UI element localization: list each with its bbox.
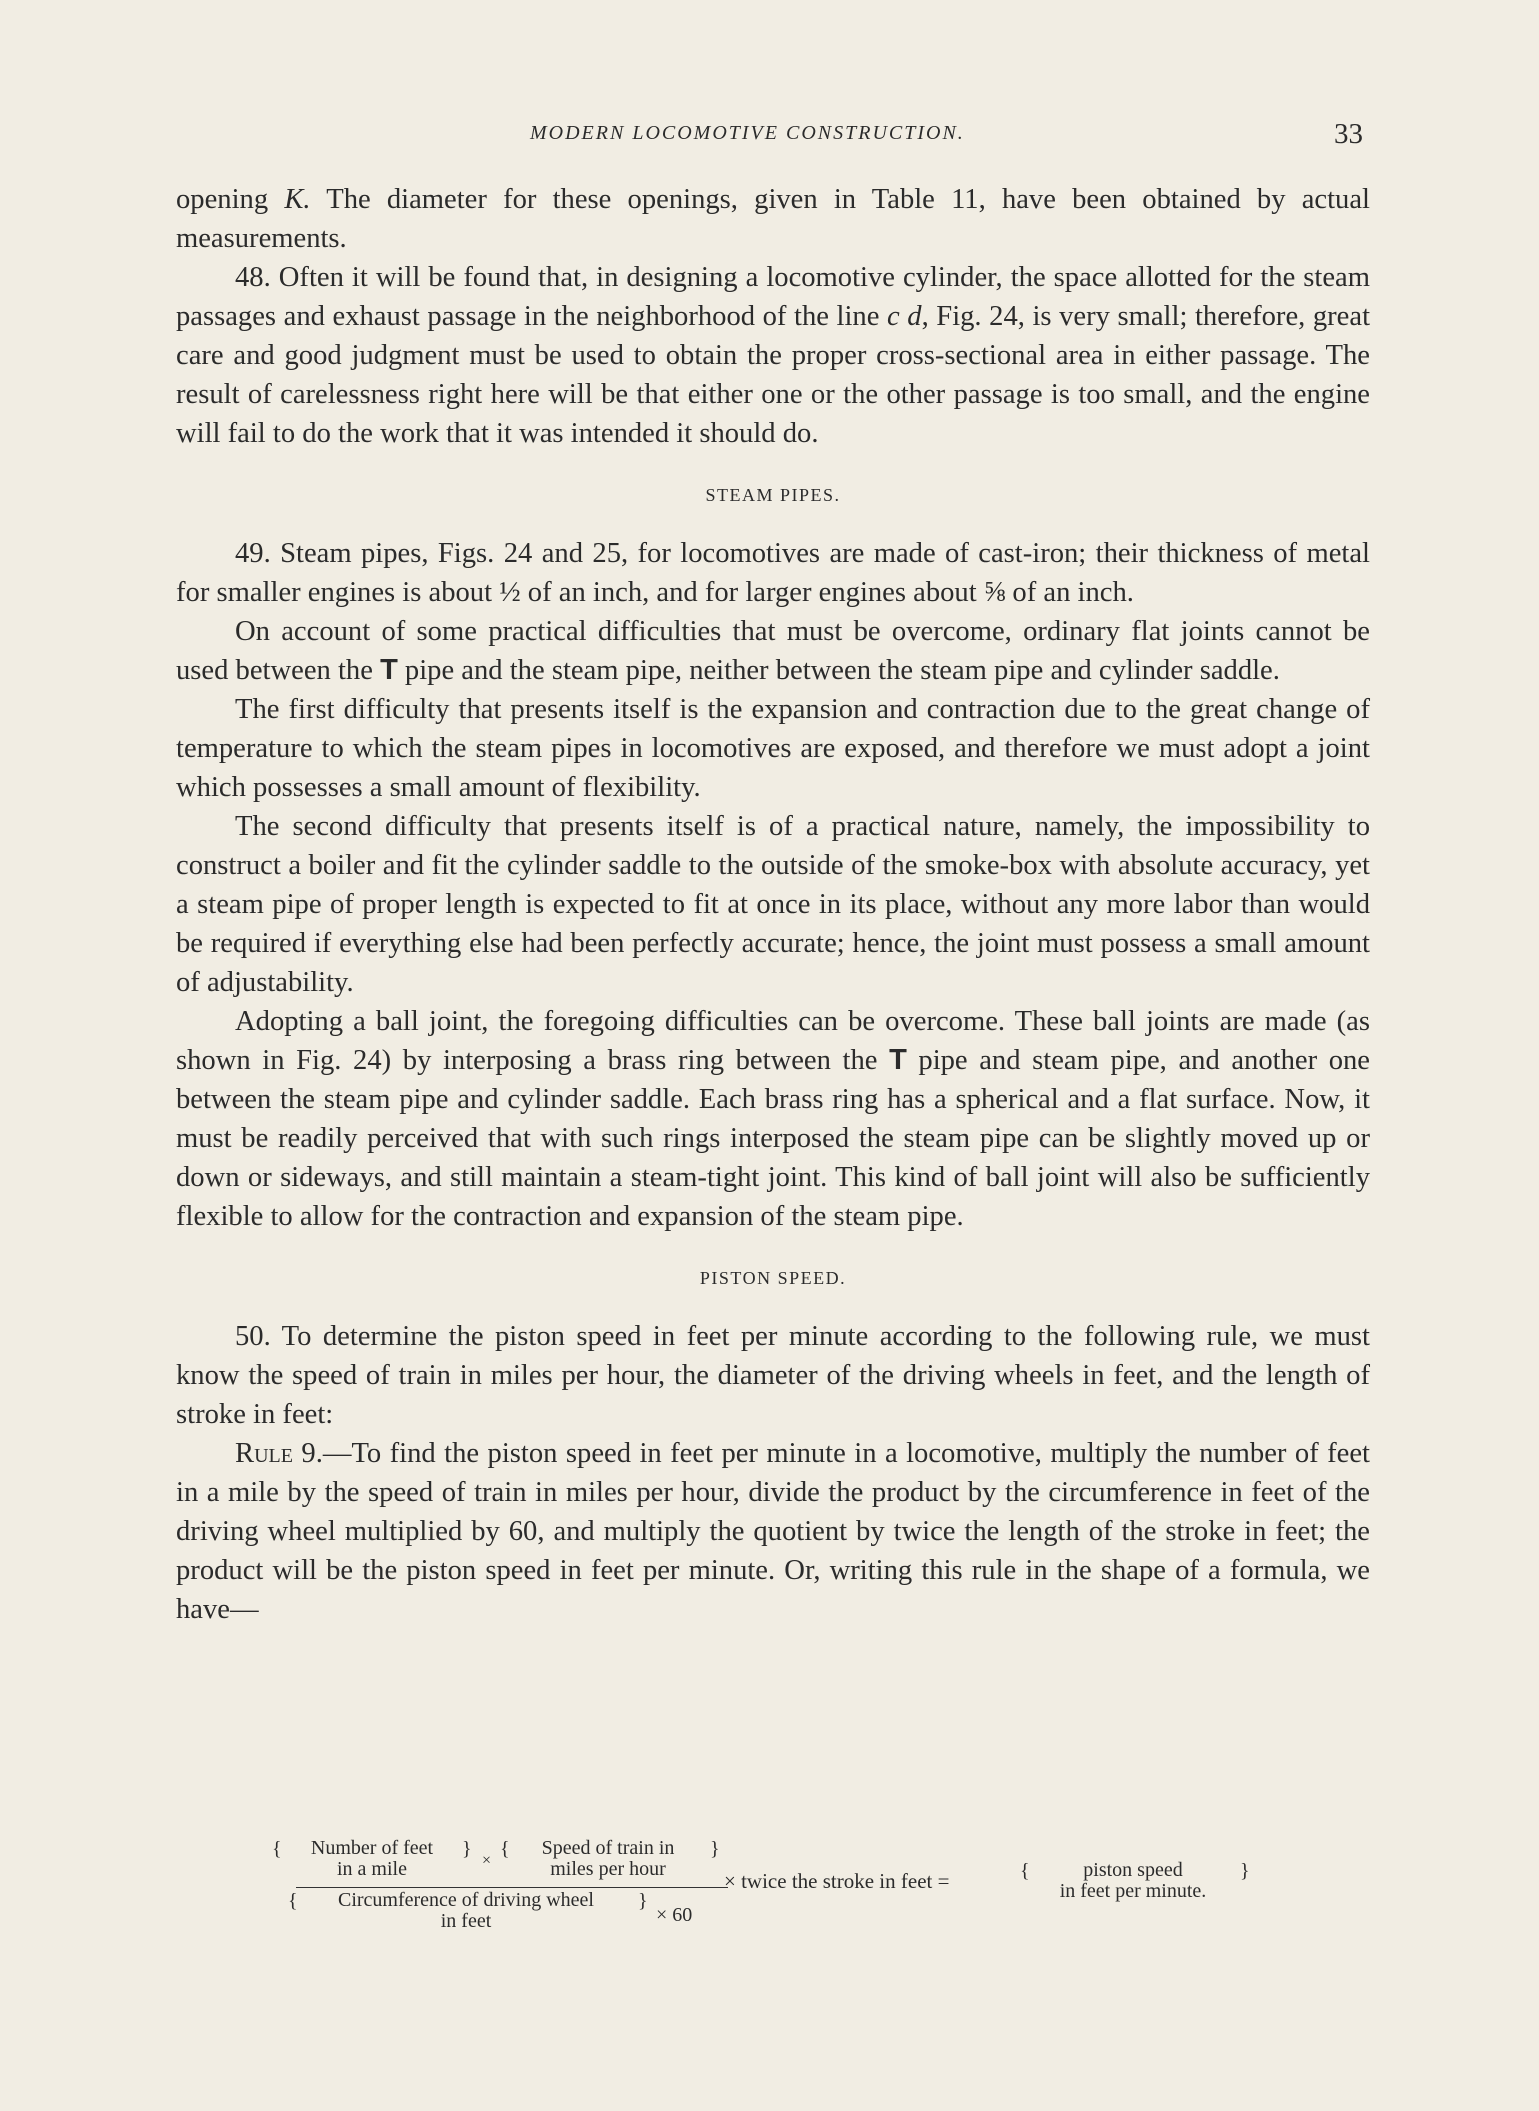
formula-numerator-speed: Speed of train in miles per hour bbox=[541, 1837, 675, 1880]
paragraph-48: 48. Often it will be found that, in designing a locomotive cylinder, the space allotted for the steam passages and exhaust passage in the neighborhood of the line c d, Fig. 24, is very small; therefore, great care and good judgment must be used to obtain the proper cross-sectional area in either passage. The result of carelessness right here will be that either one or the other passage is too small, and the engine will fail to do the work that it was intended it should do. bbox=[176, 262, 1371, 449]
body-text bbox=[176, 180, 1370, 1629]
brace-right-icon: } bbox=[1240, 1860, 1250, 1882]
formula-middle: × twice the stroke in feet = bbox=[724, 1869, 950, 1893]
brace-left-icon: { bbox=[1020, 1860, 1030, 1882]
brace-left-icon: { bbox=[272, 1838, 282, 1860]
formula-times: × bbox=[482, 1852, 492, 1869]
running-head bbox=[0, 118, 1539, 152]
paragraph-ball-joint: Adopting a ball joint, the foregoing difficulties can be overcome. These ball joints are made (as shown in Fig. 24) by interposing a brass ring between the T pipe and steam pipe, and another one between the steam pipe and cylinder saddle. Each brass ring has a spherical and a flat surface. Now, it must be readily perceived that with such rings interposed the steam pipe can be slightly moved up or down or sideways, and still maintain a steam-tight joint. This kind of ball joint will also be sufficiently flexible to allow for the contraction and expansion of the steam pipe. bbox=[176, 1006, 1370, 1232]
brace-left-icon: { bbox=[288, 1890, 298, 1912]
paragraph-rule-9: Rule 9.—To find the piston speed in feet per minute in a locomotive, multiply the number of feet in a mile by the speed of train in miles per hour, divide the product by the circumference in feet of the driving wheel multiplied by 60, and multiply the quotient by twice the length of the stroke in feet; the product will be the piston speed in feet per minute. Or, writing this rule in the shape of a formula, we have— bbox=[176, 1438, 1370, 1625]
paragraph-49: 49. Steam pipes, Figs. 24 and 25, for locomotives are made of cast-iron; their thickness of metal for smaller engines is about ½ of an inch, and for larger engines about ⅝ of an inch. bbox=[176, 538, 1370, 608]
brace-right-icon: } bbox=[638, 1890, 648, 1912]
paragraph-first-difficulty: The first difficulty that presents itself is the expansion and contraction due to the great change of temperature to which the steam pipes in locomotives are exposed, and therefore we must adopt a joint which possesses a small amount of flexibility. bbox=[176, 694, 1370, 803]
running-title: MODERN LOCOMOTIVE CONSTRUCTION. bbox=[530, 122, 965, 144]
formula-denominator-times: × 60 bbox=[656, 1904, 693, 1926]
section-heading-piston-speed: PISTON SPEED. bbox=[699, 1268, 847, 1288]
brace-left-icon: { bbox=[500, 1838, 510, 1860]
paragraph-opening: opening K. The diameter for these openings, given in Table 11, have been obtained by actual measurements. bbox=[176, 184, 1370, 254]
page-number: 33 bbox=[1334, 118, 1363, 150]
brace-right-icon: } bbox=[462, 1838, 472, 1860]
fraction-bar bbox=[296, 1887, 728, 1888]
formula-denominator: Circumference of driving wheel in feet bbox=[337, 1889, 594, 1932]
paragraph-second-difficulty: The second difficulty that presents itself is of a practical nature, namely, the impossibility to construct a boiler and fit the cylinder saddle to the outside of the smoke-box with absolute accuracy, yet a steam pipe of proper length is expected to fit at once in its place, without any more labor than would be required if everything else had been perfectly accurate; hence, the joint must possess a small amount of adjustability. bbox=[176, 811, 1370, 998]
formula-result: piston speed in feet per minute. bbox=[1059, 1859, 1207, 1902]
formula-numerator-feet-in-mile: Number of feet in a mile bbox=[310, 1837, 434, 1880]
paragraph-account: On account of some practical difficulties that must be overcome, ordinary flat joints cannot be used between the T pipe and the steam pipe, neither between the steam pipe and cylinder saddle. bbox=[176, 616, 1370, 686]
paragraph-50: 50. To determine the piston speed in feet per minute according to the following rule, we must know the speed of train in miles per hour, the diameter of the driving wheels in feet, and the length of stroke in feet: bbox=[176, 1321, 1370, 1430]
section-heading-steam-pipes: STEAM PIPES. bbox=[705, 485, 841, 505]
brace-right-icon: } bbox=[710, 1838, 720, 1860]
piston-speed-formula bbox=[272, 1832, 1292, 1942]
